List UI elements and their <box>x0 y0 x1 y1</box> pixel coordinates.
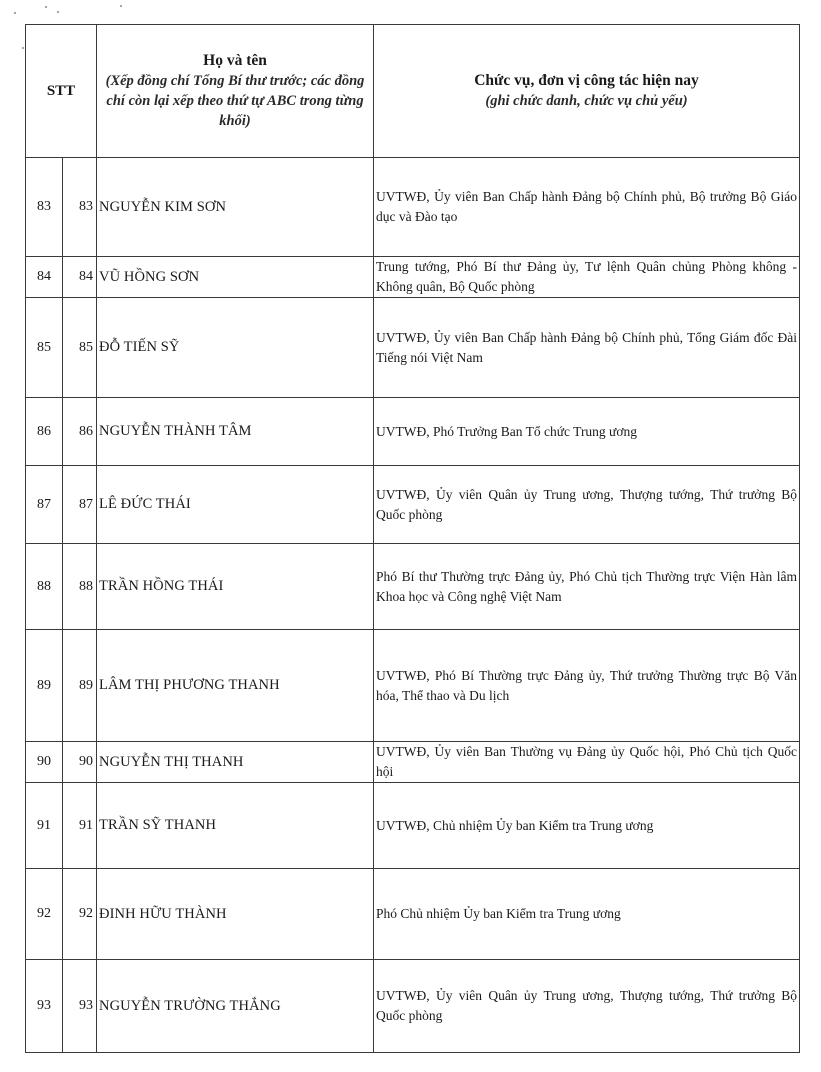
row-stt-block: 84 <box>63 257 97 298</box>
row-stt-block: 92 <box>63 869 97 960</box>
row-role: UVTWĐ, Phó Trưởng Ban Tổ chức Trung ương <box>374 398 800 466</box>
row-stt: 89 <box>26 630 63 742</box>
name-header-title: Họ và tên <box>203 52 267 69</box>
scan-speck <box>57 11 59 13</box>
row-stt: 90 <box>26 742 63 783</box>
row-role: UVTWĐ, Ủy viên Ban Thường vụ Đảng ủy Quốc hội, Phó Chủ tịch Quốc hội <box>374 742 800 783</box>
row-role: UVTWĐ, Ủy viên Ban Chấp hành Đảng bộ Chính phủ, Bộ trưởng Bộ Giáo dục và Đào tạo <box>374 158 800 257</box>
table-row <box>26 783 800 869</box>
personnel-table <box>25 24 800 1053</box>
row-stt: 85 <box>26 298 63 398</box>
column-header-role <box>374 25 800 158</box>
row-stt-block: 89 <box>63 630 97 742</box>
row-stt-block: 85 <box>63 298 97 398</box>
row-stt-block: 91 <box>63 783 97 869</box>
row-name: NGUYỄN THÀNH TÂM <box>97 398 374 466</box>
table-row <box>26 630 800 742</box>
row-name: LÂM THỊ PHƯƠNG THANH <box>97 630 374 742</box>
row-stt: 93 <box>26 960 63 1053</box>
row-role: UVTWĐ, Chủ nhiệm Ủy ban Kiểm tra Trung ương <box>374 783 800 869</box>
row-stt-block: 93 <box>63 960 97 1053</box>
row-role: UVTWĐ, Ủy viên Quân ủy Trung ương, Thượng tướng, Thứ trưởng Bộ Quốc phòng <box>374 466 800 544</box>
row-stt-block: 88 <box>63 544 97 630</box>
row-name: NGUYỄN THỊ THANH <box>97 742 374 783</box>
table-row <box>26 398 800 466</box>
table-row <box>26 158 800 257</box>
column-header-name <box>97 25 374 158</box>
table-row <box>26 298 800 398</box>
row-role: UVTWĐ, Ủy viên Ban Chấp hành Đảng bộ Chính phủ, Tổng Giám đốc Đài Tiếng nói Việt Nam <box>374 298 800 398</box>
row-stt: 91 <box>26 783 63 869</box>
row-name: NGUYỄN TRƯỜNG THẮNG <box>97 960 374 1053</box>
row-stt-block: 87 <box>63 466 97 544</box>
column-header-stt: STT <box>26 25 97 158</box>
role-header-note: (ghi chức danh, chức vụ chủ yếu) <box>485 93 688 109</box>
row-name: ĐỖ TIẾN SỸ <box>97 298 374 398</box>
row-name: TRẦN HỒNG THÁI <box>97 544 374 630</box>
role-header-title: Chức vụ, đơn vị công tác hiện nay <box>474 72 699 89</box>
table-row <box>26 466 800 544</box>
row-stt: 84 <box>26 257 63 298</box>
table-header-row <box>26 25 800 158</box>
row-stt-block: 86 <box>63 398 97 466</box>
row-role: Phó Chủ nhiệm Ủy ban Kiểm tra Trung ương <box>374 869 800 960</box>
row-stt: 92 <box>26 869 63 960</box>
name-header-note: (Xếp đồng chí Tổng Bí thư trước; các đồng chí còn lại xếp theo thứ tự ABC trong từng khối) <box>105 73 365 129</box>
table-row <box>26 742 800 783</box>
row-stt: 87 <box>26 466 63 544</box>
scan-speck <box>14 12 16 14</box>
row-role: UVTWĐ, Phó Bí Thường trực Đảng ủy, Thứ trưởng Thường trực Bộ Văn hóa, Thể thao và Du lịch <box>374 630 800 742</box>
table-row <box>26 544 800 630</box>
table-row <box>26 869 800 960</box>
row-stt: 86 <box>26 398 63 466</box>
table-row <box>26 257 800 298</box>
row-role: UVTWĐ, Ủy viên Quân ủy Trung ương, Thượng tướng, Thứ trưởng Bộ Quốc phòng <box>374 960 800 1053</box>
row-name: LÊ ĐỨC THÁI <box>97 466 374 544</box>
row-stt: 88 <box>26 544 63 630</box>
row-name: ĐINH HỮU THÀNH <box>97 869 374 960</box>
row-stt-block: 83 <box>63 158 97 257</box>
scan-speck <box>120 5 122 7</box>
row-stt: 83 <box>26 158 63 257</box>
table-row <box>26 960 800 1053</box>
scan-speck <box>22 47 24 49</box>
row-name: TRẦN SỸ THANH <box>97 783 374 869</box>
row-name: VŨ HỒNG SƠN <box>97 257 374 298</box>
row-role: Phó Bí thư Thường trực Đảng ủy, Phó Chủ tịch Thường trực Viện Hàn lâm Khoa học và Công nghệ Việt Nam <box>374 544 800 630</box>
row-name: NGUYỄN KIM SƠN <box>97 158 374 257</box>
row-stt-block: 90 <box>63 742 97 783</box>
row-role: Trung tướng, Phó Bí thư Đảng ủy, Tư lệnh Quân chủng Phòng không - Không quân, Bộ Quốc phòng <box>374 257 800 298</box>
scan-speck <box>45 6 47 8</box>
